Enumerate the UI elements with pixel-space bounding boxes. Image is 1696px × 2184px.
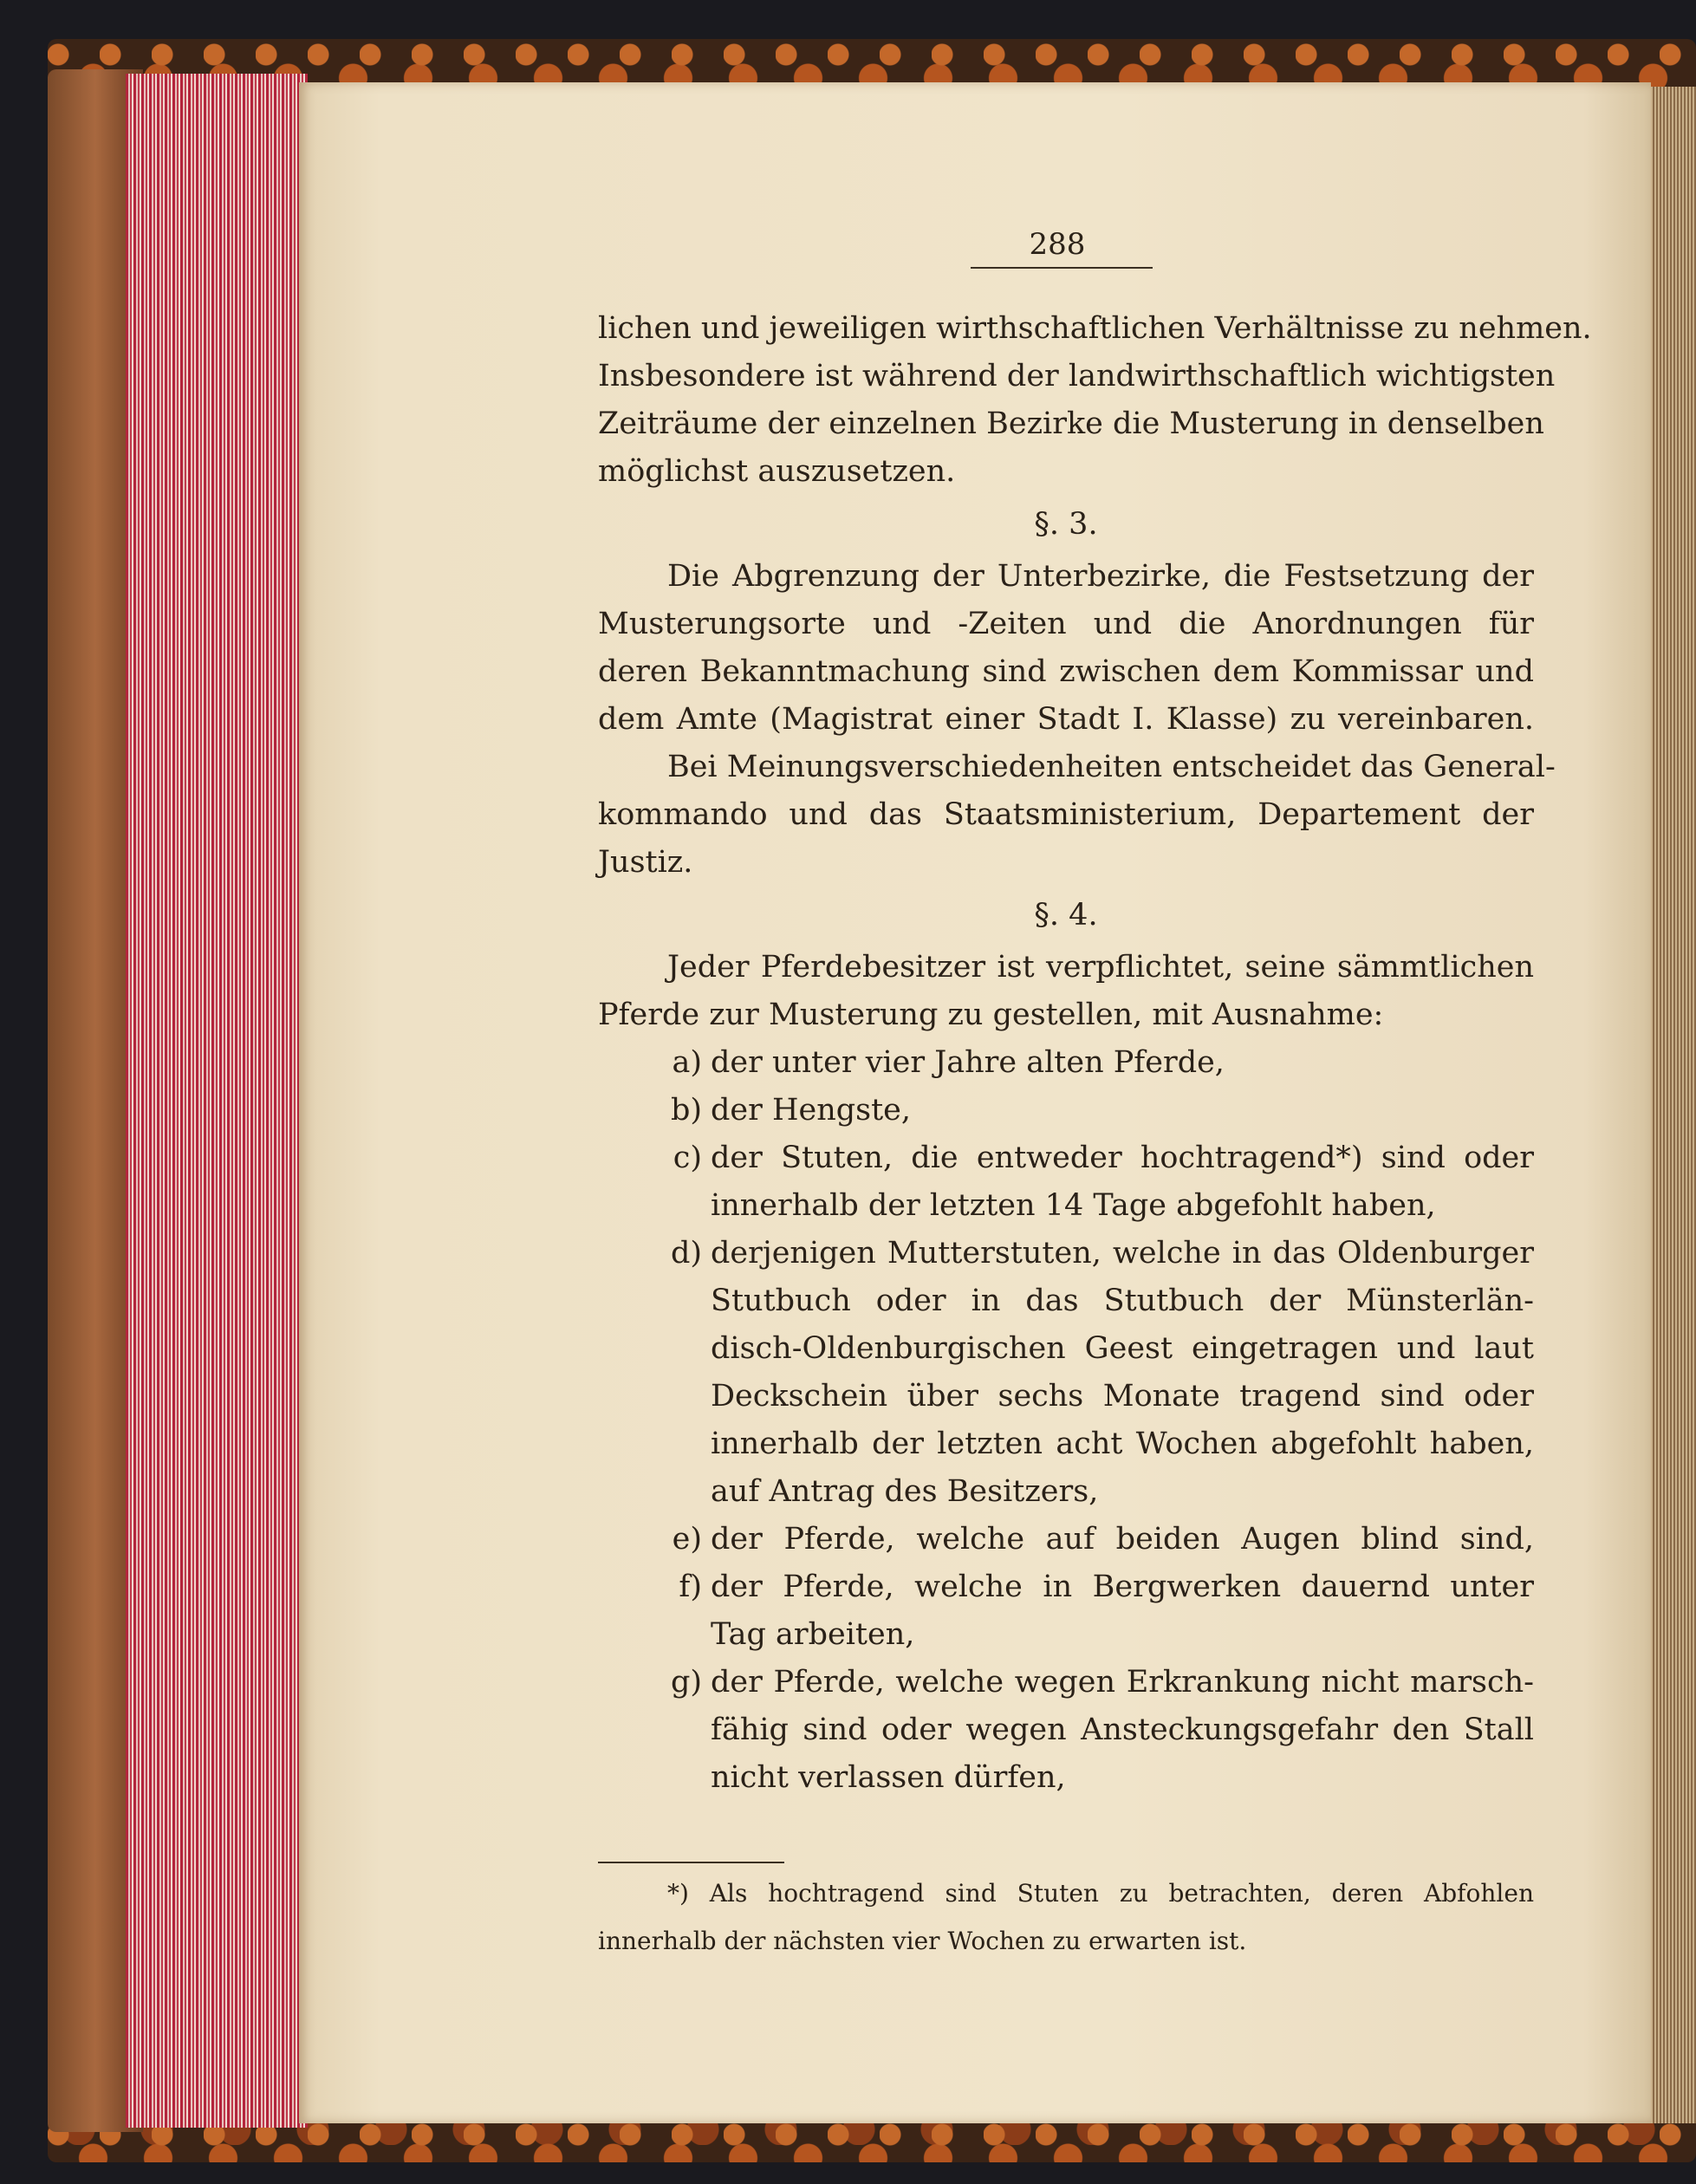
facing-page-edge: [1651, 87, 1696, 2123]
list-label: f): [679, 1570, 702, 1604]
text-line: Pferde zur Musterung zu gestellen, mit Ausnahme:: [598, 998, 1384, 1032]
list-text: innerhalb der letzten 14 Tage abgefohlt haben,: [711, 1188, 1436, 1223]
list-text: auf Antrag des Besitzers,: [711, 1474, 1099, 1509]
footnote-line: innerhalb der nächsten vier Wochen zu erwarten ist.: [598, 1927, 1247, 1955]
section-heading: §. 4.: [1034, 898, 1098, 933]
text-line: Justiz.: [598, 845, 693, 880]
list-text: der Pferde, welche in Bergwerken dauernd unter: [711, 1570, 1534, 1604]
footnote: [598, 1874, 1534, 1969]
list-text: der Pferde, welche auf beiden Augen blind sind,: [711, 1522, 1534, 1557]
text-line: Die Abgrenzung der Unterbezirke, die Festsetzung der: [667, 559, 1534, 594]
list-label: g): [670, 1665, 702, 1700]
list-label: c): [673, 1141, 702, 1175]
list-text: Tag arbeiten,: [711, 1617, 915, 1652]
text-line: Bei Meinungsverschiedenheiten entscheidet das General-: [667, 750, 1556, 784]
header-rule: [971, 267, 1153, 269]
list-label: e): [672, 1522, 702, 1557]
list-text: Stutbuch oder in das Stutbuch der Münsterlän-: [711, 1284, 1534, 1318]
list-text: der Pferde, welche wegen Erkrankung nicht marsch-: [711, 1665, 1534, 1700]
list-text: nicht verlassen dürfen,: [711, 1760, 1066, 1795]
list-label: a): [672, 1045, 702, 1080]
list-item: [598, 1230, 1534, 1277]
text-line: lichen und jeweiligen wirthschaftlichen Verhältnisse zu nehmen.: [598, 311, 1592, 346]
section-heading: §. 3.: [1034, 507, 1098, 542]
list-text: innerhalb der letzten acht Wochen abgefohlt haben,: [711, 1427, 1534, 1461]
text-line: kommando und das Staatsministerium, Departement der: [598, 797, 1534, 832]
text-line: Musterungsorte und -Zeiten und die Anordnungen für: [598, 607, 1534, 641]
list-label: b): [670, 1093, 702, 1128]
list-text: derjenigen Mutterstuten, welche in das Oldenburger: [711, 1236, 1534, 1271]
list-label: d): [670, 1236, 702, 1271]
list-item: [598, 1659, 1534, 1706]
page-edges: [126, 74, 308, 2128]
list-text: disch-Oldenburgischen Geest eingetragen und laut: [711, 1331, 1534, 1366]
list-text: fähig sind oder wegen Ansteckungsgefahr den Stall: [711, 1713, 1534, 1747]
list-item: [598, 1087, 1534, 1134]
footnote-rule: [598, 1862, 784, 1863]
list-item: [598, 1134, 1534, 1182]
list-text: der Stuten, die entweder hochtragend*) sind oder: [711, 1141, 1534, 1175]
list-item: [598, 1563, 1534, 1611]
list-item: [598, 1516, 1534, 1563]
text-line: dem Amte (Magistrat einer Stadt I. Klasse) zu vereinbaren.: [598, 702, 1534, 737]
text-line: Zeiträume der einzelnen Bezirke die Musterung in denselben: [598, 406, 1544, 441]
page-number: 288: [1029, 227, 1086, 262]
footnote-line: *) Als hochtragend sind Stuten zu betrachten, deren Abfohlen: [667, 1879, 1534, 1908]
text-line: Jeder Pferdebesitzer ist verpflichtet, seine sämmtlichen: [667, 950, 1534, 985]
text-line: möglichst auszusetzen.: [598, 454, 956, 489]
page-text: [598, 305, 1592, 1802]
list-item: [598, 1039, 1534, 1087]
list-text: der unter vier Jahre alten Pferde,: [711, 1045, 1225, 1080]
list-text: der Hengste,: [711, 1093, 912, 1128]
list-text: Deckschein über sechs Monate tragend sind oder: [711, 1379, 1534, 1414]
text-line: deren Bekanntmachung sind zwischen dem Kommissar und: [598, 654, 1534, 689]
text-line: Insbesondere ist während der landwirthschaftlich wichtigsten: [598, 359, 1556, 393]
